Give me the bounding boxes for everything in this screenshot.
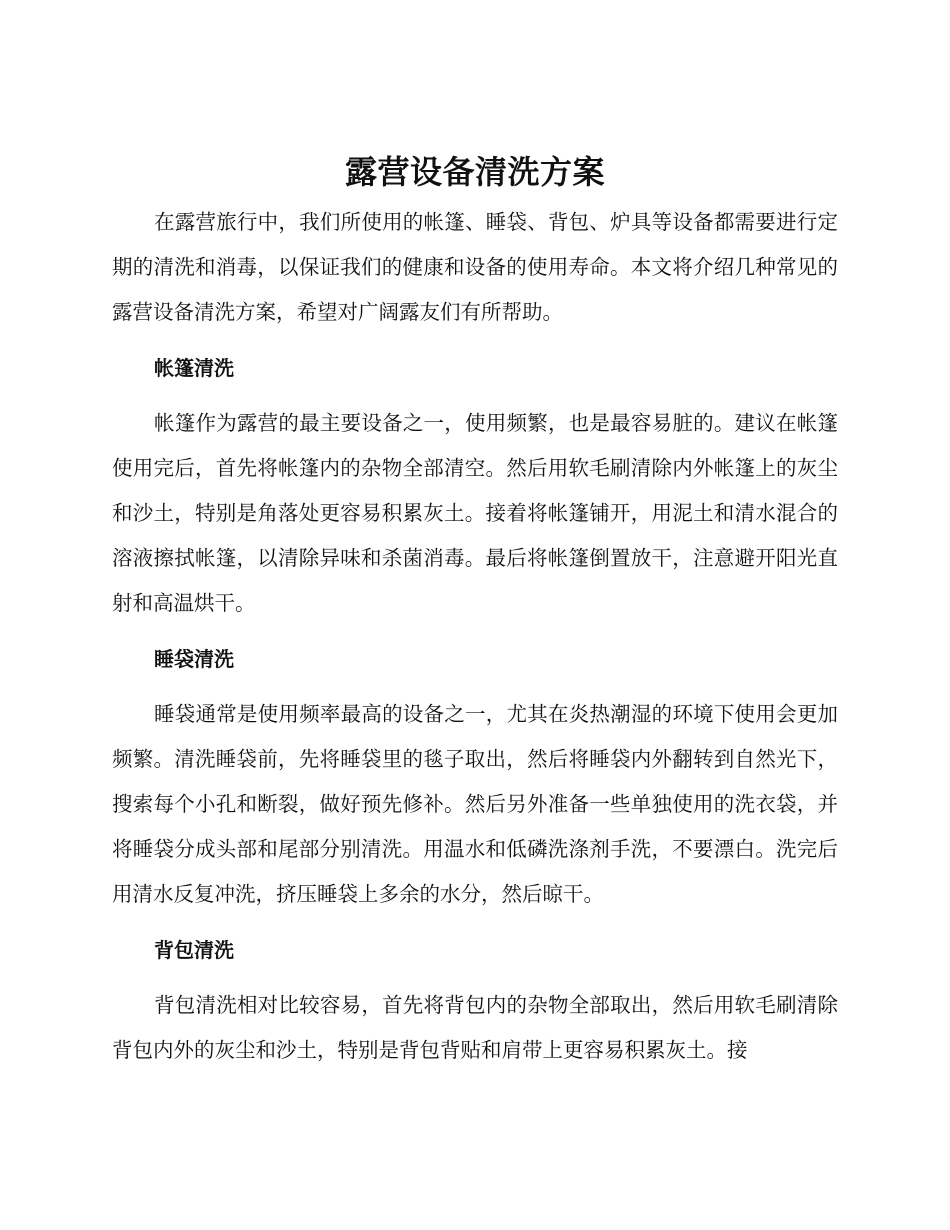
section-heading: 帐篷清洗 (154, 356, 234, 380)
section-backpack-cleaning (112, 928, 838, 1073)
section-tent-cleaning (112, 346, 838, 626)
section-paragraph: 睡袋通常是使用频率最高的设备之一，尤其在炎热潮湿的环境下使用会更加频繁。清洗睡袋前，先将睡袋里的毯子取出，然后将睡袋内外翻转到自然光下，搜索每个小孔和断裂，做好预先修补。然后另外准备一些单独使用的洗衣袋，并将睡袋分成头部和尾部分别清洗。用温水和低磷洗涤剂手洗，不要漂白。洗完后用清水反复冲洗，挤压睡袋上多余的水分，然后晾干。 (112, 702, 838, 906)
document-title: 露营设备清洗方案 (344, 153, 605, 191)
section-paragraph: 帐篷作为露营的最主要设备之一，使用频繁，也是最容易脏的。建议在帐篷使用完后，首先将帐篷内的杂物全部清空。然后用软毛刷清除内外帐篷上的灰尘和沙土，特别是角落处更容易积累灰土。接着将帐篷铺开，用泥土和清水混合的溶液擦拭帐篷，以清除异味和杀菌消毒。最后将帐篷倒置放干，注意避开阳光直射和高温烘干。 (112, 411, 838, 615)
intro-paragraph: 在露营旅行中，我们所使用的帐篷、睡袋、背包、炉具等设备都需要进行定期的清洗和消毒，以保证我们的健康和设备的使用寿命。本文将介绍几种常见的露营设备清洗方案，希望对广阔露友们有所帮助。 (112, 210, 838, 324)
section-heading: 背包清洗 (154, 938, 234, 962)
section-paragraph: 背包清洗相对比较容易，首先将背包内的杂物全部取出，然后用软毛刷清除背包内外的灰尘和沙土，特别是背包背贴和肩带上更容易积累灰土。接 (112, 993, 838, 1062)
section-sleeping-bag-cleaning (112, 637, 838, 917)
section-heading: 睡袋清洗 (154, 647, 234, 671)
